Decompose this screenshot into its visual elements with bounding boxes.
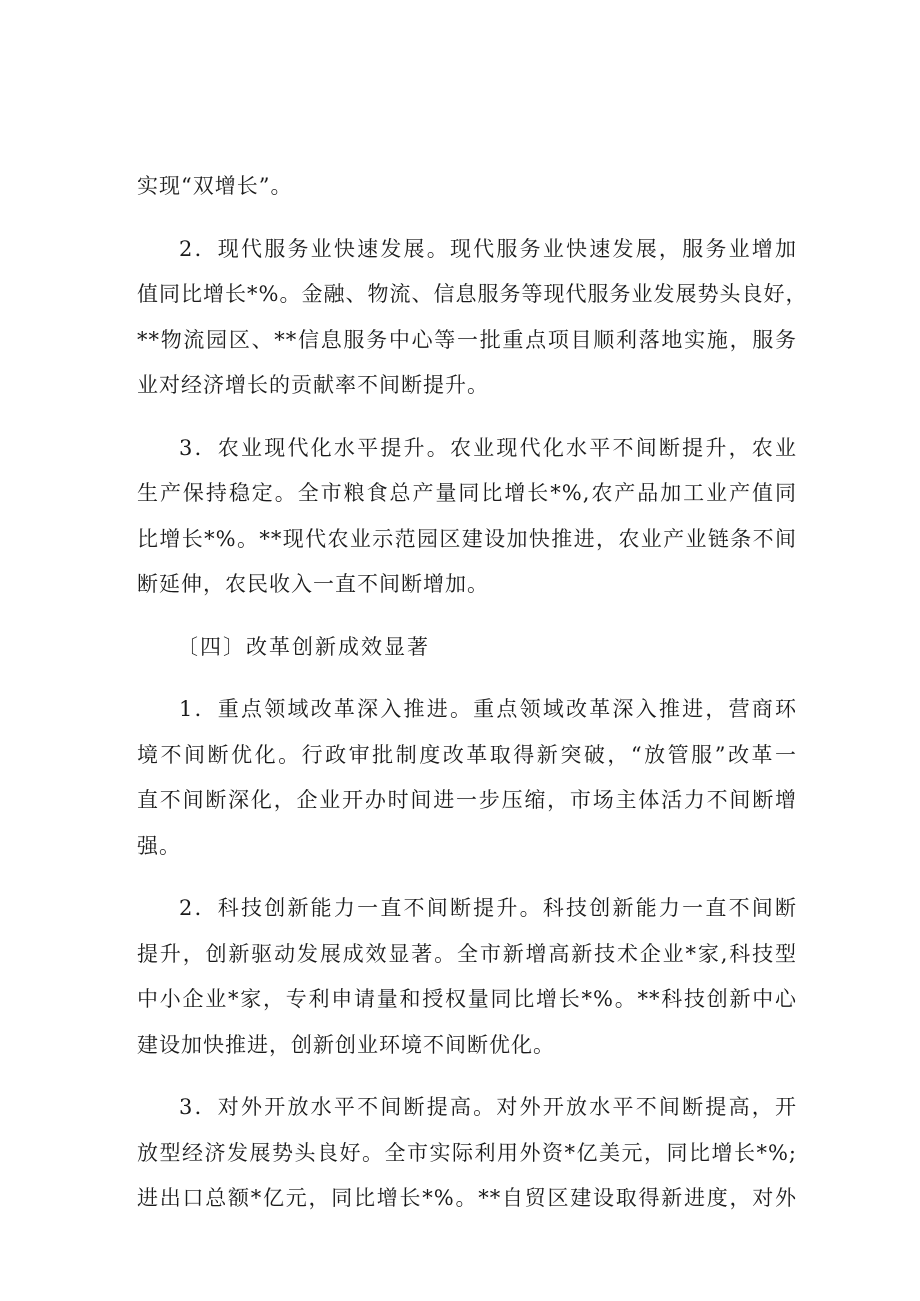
text-line: 建设加快推进，创新创业环境不间断优化。 — [137, 1032, 555, 1057]
section-heading-text: 〔四〕改革创新成效显著 — [177, 634, 430, 659]
text-line: 2．现代服务业快速发展。现代服务业快速发展，服务业增加 — [179, 236, 797, 261]
text-line: 比增长*%。**现代农业示范园区建设加快推进，农业产业链条不间 — [137, 526, 797, 551]
section-heading — [137, 625, 797, 671]
text-line: 生产保持稳定。全市粮食总产量同比增长*%,农产品加工业产值同 — [137, 481, 797, 505]
text-line: 断延伸，农民收入一直不间断增加。 — [137, 572, 489, 596]
text-line: 实现“双增长”。 — [137, 174, 293, 198]
text-line: 进出口总额*亿元，同比增长*%。**自贸区建设取得新进度，对外 — [137, 1186, 797, 1210]
paragraph-reform — [137, 687, 797, 869]
text-line: 2．科技创新能力一直不间断提升。科技创新能力一直不间断 — [179, 896, 797, 920]
text-line: 值同比增长*%。金融、物流、信息服务等现代服务业发展势头良好， — [137, 282, 808, 306]
paragraph-innovation — [137, 886, 797, 1068]
text-line: **物流园区、**信息服务中心等一批重点项目顺利落地实施，服务 — [137, 327, 797, 352]
document-body — [137, 164, 808, 1222]
text-line: 业对经济增长的贡献率不间断提升。 — [137, 373, 489, 397]
paragraph-opening-up — [137, 1085, 797, 1222]
text-line: 3．农业现代化水平提升。农业现代化水平不间断提升，农业 — [179, 435, 797, 460]
text-line: 中小企业*家，专利申请量和授权量同比增长*%。**科技创新中心 — [137, 987, 797, 1011]
text-line: 强。 — [137, 833, 181, 858]
text-line: 放型经济发展势头良好。全市实际利用外资*亿美元，同比增长*%; — [137, 1140, 797, 1165]
text-line: 直不间断深化，企业开办时间进一步压缩，市场主体活力不间断增 — [137, 788, 797, 812]
paragraph-modern-services — [137, 227, 808, 409]
text-line: 提升，创新驱动发展成效显著。全市新增高新技术企业*家,科技型 — [137, 941, 797, 966]
text-line: 境不间断优化。行政审批制度改革取得新突破，“放管服”改革一 — [137, 742, 797, 767]
text-line: 3．对外开放水平不间断提高。对外开放水平不间断提高，开 — [179, 1095, 797, 1119]
text-line: 1．重点领域改革深入推进。重点领域改革深入推进，营商环 — [179, 697, 797, 721]
paragraph-agriculture — [137, 426, 797, 608]
paragraph-continuation — [137, 164, 797, 210]
